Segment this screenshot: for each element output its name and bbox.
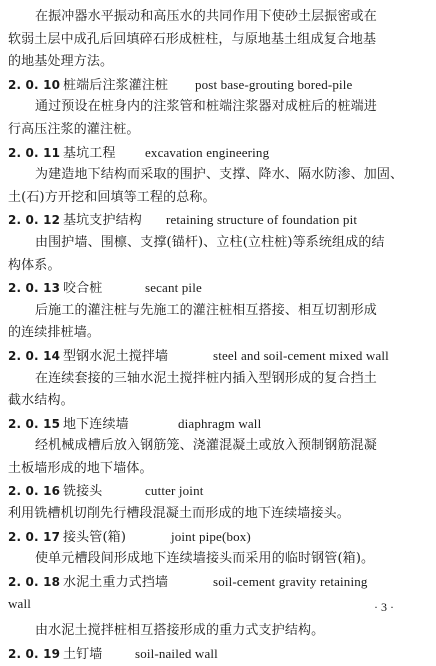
- term-chinese: 型钢水泥土搅拌墙: [63, 348, 169, 364]
- term-heading: [8, 345, 428, 368]
- term-number: 2. 0. 17: [8, 529, 61, 544]
- definition-line: 土(石)方开挖和回填等工程的总称。: [8, 189, 216, 205]
- term-chinese: 基坑工程: [63, 145, 116, 161]
- term-english: soil-cement gravity retaining: [213, 573, 368, 589]
- page-number: · 3 ·: [374, 600, 394, 614]
- definition-line: 后施工的灌注桩与先施工的灌注桩相互搭接、相互切割形成: [35, 302, 377, 318]
- term-english: soil-nailed wall: [135, 645, 218, 661]
- term-heading: [8, 526, 428, 549]
- term-heading: [8, 142, 428, 165]
- definition-line: 为建造地下结构而采取的围护、支撑、降水、隔水防渗、加固、: [35, 167, 404, 183]
- term-english: secant pile: [145, 280, 202, 296]
- intro-paragraph: [8, 6, 428, 74]
- term-number: 2. 0. 19: [8, 646, 61, 661]
- term-chinese: 地下连续墙: [63, 416, 129, 432]
- term-chinese: 土钉墙: [63, 646, 103, 662]
- term-number: 2. 0. 10: [8, 77, 61, 92]
- text-line: 在振冲器水平振动和高压水的共同作用下使砂土层振密或在: [35, 9, 377, 24]
- term-heading: [8, 480, 428, 503]
- term-heading: [8, 209, 428, 232]
- term-number: 2. 0. 13: [8, 281, 61, 296]
- term-number: 2. 0. 14: [8, 348, 61, 363]
- definition-line: 通过预设在桩身内的注浆管和桩端注浆器对成桩后的桩端进: [35, 99, 377, 115]
- term-english: joint pipe(box): [171, 528, 251, 544]
- term-chinese: 铣接头: [63, 484, 103, 500]
- term-number: 2. 0. 18: [8, 574, 61, 589]
- term-heading: [8, 413, 428, 436]
- definition-line: 由围护墙、围檩、支撑(锚杆)、立柱(立柱桩)等系统组成的结: [35, 234, 385, 250]
- term-heading: [8, 277, 428, 300]
- term-english: cutter joint: [145, 483, 204, 499]
- term-chinese: 桩端后注浆灌注桩: [63, 77, 169, 93]
- definition-line: 经机械成槽后放入钢筋笼、浇灌混凝土或放入预制钢筋混凝: [35, 438, 377, 454]
- term-english: retaining structure of foundation pit: [166, 212, 358, 228]
- term-english: post base-grouting bored-pile: [195, 76, 353, 92]
- term-number: 2. 0. 15: [8, 416, 61, 431]
- definition-line: 构体系。: [8, 257, 61, 273]
- term-chinese: 接头管(箱): [63, 529, 127, 545]
- term-chinese: 水泥土重力式挡墙: [63, 574, 169, 590]
- term-heading: [8, 643, 428, 666]
- definition-line: 行高压注浆的灌注桩。: [8, 121, 140, 137]
- term-chinese: 咬合桩: [63, 281, 103, 297]
- definition-line: 使单元槽段间形成地下连续墙接头而采用的临时钢管(箱)。: [35, 551, 375, 567]
- definition-line: 由水泥土搅拌桩相互搭接形成的重力式支护结构。: [35, 623, 325, 639]
- term-number: 2. 0. 12: [8, 213, 61, 228]
- definition-line: 在连续套接的三轴水泥土搅拌桩内插入型钢形成的复合挡土: [35, 370, 377, 386]
- definition-line: 的连续排桩墙。: [8, 325, 101, 341]
- term-number: 2. 0. 16: [8, 484, 61, 499]
- text-line: 软弱土层中成孔后回填碎石形成桩柱，与原地基土组成复合地基: [8, 31, 377, 47]
- term-english-continued: wall: [8, 596, 31, 612]
- term-heading: [8, 74, 428, 97]
- definition-line: 利用铣槽机切削先行槽段混凝土而形成的地下连续墙接头。: [8, 506, 350, 522]
- term-english: excavation engineering: [145, 144, 270, 160]
- definition-line: 截水结构。: [8, 393, 74, 409]
- text-line: 的地基处理方法。: [8, 54, 114, 70]
- term-heading: [8, 571, 428, 594]
- definition-line: 土板墙形成的地下墙体。: [8, 460, 153, 476]
- term-english: diaphragm wall: [178, 415, 262, 431]
- term-english: steel and soil-cement mixed wall: [213, 347, 389, 363]
- document-page: [8, 6, 428, 665]
- term-number: 2. 0. 11: [8, 145, 61, 160]
- term-chinese: 基坑支护结构: [63, 213, 142, 229]
